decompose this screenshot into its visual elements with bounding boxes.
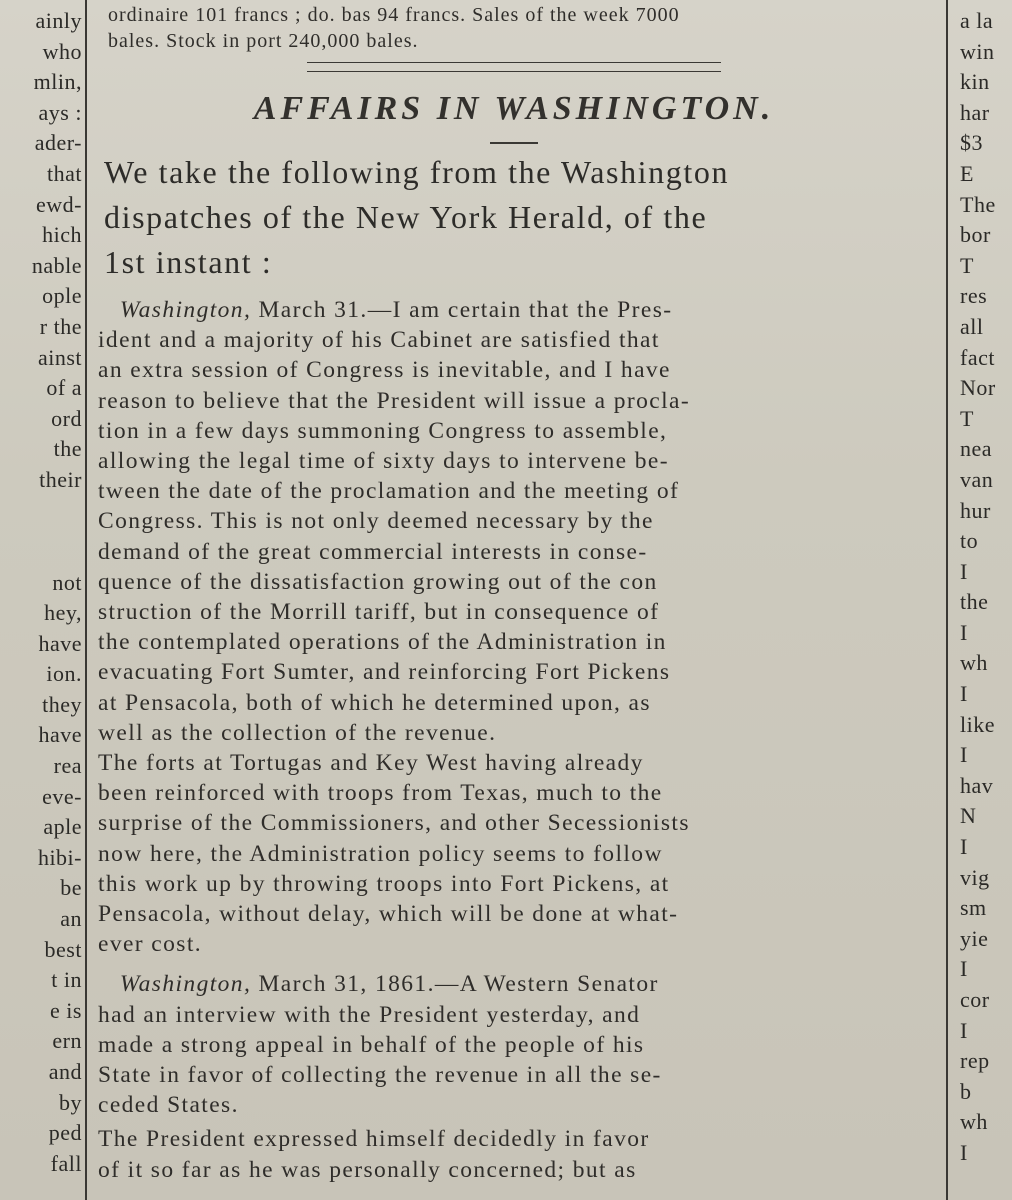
- body-line: evacuating Fort Sumter, and reinforcing Fort Pickens: [98, 659, 671, 686]
- clipped-text-line: by: [59, 1089, 82, 1115]
- clipped-text-line: I: [960, 742, 968, 768]
- paragraph-first-line: [98, 295, 932, 325]
- clipped-text-line: wh: [960, 650, 988, 676]
- paragraph-1: [98, 325, 932, 748]
- dateline-place: Washington,: [119, 297, 252, 323]
- clipped-text-line: aple: [43, 814, 82, 840]
- clipped-text-line: b: [960, 1078, 972, 1104]
- body-line: the contemplated operations of the Administration in: [98, 629, 667, 656]
- clipped-text-line: nea: [960, 436, 993, 462]
- clipped-text-line: wh: [960, 1109, 988, 1135]
- clipped-text-line: win: [960, 38, 995, 64]
- clipped-text-line: of a: [46, 375, 82, 401]
- clipped-text-line: cor: [960, 987, 990, 1012]
- clipped-text-line: mlin,: [33, 69, 82, 95]
- clipped-text-line: ainst: [37, 344, 82, 370]
- clipped-text-line: E: [960, 160, 974, 186]
- clipped-text-line: the: [53, 436, 82, 462]
- body-line: well as the collection of the revenue.: [98, 719, 497, 746]
- clipped-text-line: that: [47, 160, 82, 186]
- headline-rule: [490, 142, 538, 144]
- clipped-text-line: $3: [960, 130, 983, 156]
- clipped-text-line: rep: [960, 1048, 990, 1074]
- clipped-text-line: hur: [960, 497, 991, 523]
- right-column-rule: [946, 0, 948, 1200]
- clipped-text-line: van: [960, 466, 994, 492]
- clipped-text-line: they: [42, 691, 82, 717]
- clipped-text-line: ainly: [35, 8, 82, 33]
- clipped-text-line: kin: [960, 69, 990, 95]
- body-line: an extra session of Congress is inevitable, and I have: [98, 357, 671, 384]
- article-column: [96, 0, 932, 1185]
- body-line: ever cost.: [98, 931, 203, 958]
- clipped-text-line: T: [960, 405, 974, 431]
- paragraph-4: [98, 1124, 932, 1184]
- clipped-text-line: ion.: [46, 661, 82, 687]
- clipped-text-line: have: [38, 630, 82, 656]
- clipped-text-line: ped: [48, 1120, 82, 1146]
- clipped-text-line: sm: [960, 895, 987, 921]
- clipped-text-line: res: [960, 283, 988, 309]
- clipped-text-line: N: [960, 803, 977, 829]
- body-line: had an interview with the President yesterday, and: [98, 1001, 641, 1028]
- text-line: bales. Stock in port 240,000 bales.: [108, 30, 419, 52]
- body-line: Pensacola, without delay, which will be done at what-: [98, 901, 679, 928]
- clipped-text-line: an: [60, 906, 82, 932]
- body-line: this work up by throwing troops into Fort Pickens, at: [98, 870, 670, 897]
- body-line: reason to believe that the President will issue a procla-: [98, 387, 691, 414]
- article-intro: [96, 150, 932, 285]
- clipped-text-line: a la: [960, 8, 994, 33]
- body-line: quence of the dissatisfaction growing out of the con: [98, 568, 658, 595]
- body-line: surprise of the Commissioners, and other Secessionists: [98, 810, 690, 837]
- clipped-text-line: I: [960, 681, 968, 707]
- clipped-text-line: hey,: [44, 600, 82, 626]
- article-headline: AFFAIRS IN WASHINGTON.: [253, 90, 775, 127]
- clipped-text-line: hich: [42, 222, 82, 248]
- clipped-text-line: ader-: [34, 130, 82, 156]
- intro-line: We take the following from the Washington: [104, 154, 730, 190]
- clipped-text-line: har: [960, 99, 990, 125]
- clipped-text-line: t in: [51, 967, 82, 993]
- clipped-text-line: I: [960, 1139, 968, 1165]
- paragraph-first-line: [98, 969, 932, 999]
- clipped-text-line: their: [39, 466, 82, 492]
- clipped-text-line: be: [60, 875, 82, 901]
- clipped-text-line: fact: [960, 344, 995, 370]
- left-column-rule: [85, 0, 87, 1200]
- body-line: Congress. This is not only deemed necessary by the: [98, 508, 654, 535]
- right-adjacent-column: [960, 6, 1012, 1169]
- clipped-text-line: Nor: [960, 375, 996, 401]
- clipped-text-line: bor: [960, 222, 991, 248]
- body-line: of it so far as he was personally concerned; but as: [98, 1156, 637, 1183]
- clipped-text-line: The: [960, 191, 996, 217]
- paragraph-3: [98, 1000, 932, 1121]
- clipped-text-line: nable: [31, 252, 82, 278]
- clipped-text-line: who: [42, 38, 82, 64]
- clipped-text-line: the: [960, 589, 989, 615]
- clipped-text-line: have: [38, 722, 82, 748]
- body-line: The President expressed himself decidedly in favor: [98, 1126, 650, 1153]
- clipped-text-line: I: [960, 619, 968, 645]
- clipped-text-line: ord: [51, 405, 82, 431]
- article-body: [96, 295, 932, 1185]
- section-divider: [307, 62, 721, 72]
- clipped-text-line: hav: [960, 772, 994, 798]
- clipped-text-line: I: [960, 834, 968, 860]
- clipped-text-line: all: [960, 313, 984, 339]
- body-line: allowing the legal time of sixty days to intervene be-: [98, 448, 669, 475]
- dateline-rest: March 31, 1861.—A Western Senator: [251, 971, 659, 998]
- clipped-text-line: ewd-: [36, 191, 82, 217]
- body-line: tween the date of the proclamation and the meeting of: [98, 478, 680, 505]
- clipped-text-line: ern: [52, 1028, 82, 1054]
- clipped-text-line: to: [960, 528, 979, 554]
- clipped-text-line: e is: [50, 997, 82, 1023]
- clipped-text-line: best: [44, 936, 82, 962]
- clipped-text-line: hibi-: [37, 844, 82, 870]
- clipped-text-line: eve-: [42, 783, 82, 809]
- text-line: ordinaire 101 francs ; do. bas 94 francs. Sales of the week 7000: [108, 4, 680, 26]
- clipped-text-line: I: [960, 1017, 968, 1043]
- dateline-rest: March 31.—I am certain that the Pres-: [251, 297, 673, 323]
- paragraph-2: [98, 748, 932, 959]
- body-line: ceded States.: [98, 1092, 239, 1119]
- clipped-text-line: I: [960, 558, 968, 584]
- clipped-text-line: I: [960, 956, 968, 982]
- body-line: The forts at Tortugas and Key West having already: [98, 750, 644, 777]
- clipped-text-line: vig: [960, 864, 990, 890]
- body-line: been reinforced with troops from Texas, much to the: [98, 780, 663, 807]
- body-line: ident and a majority of his Cabinet are satisfied that: [98, 327, 660, 354]
- dateline-place: Washington,: [119, 971, 252, 998]
- clipped-text-line: yie: [960, 925, 989, 951]
- clipped-text-line: r the: [39, 313, 82, 339]
- clipped-text-line: fall: [50, 1150, 82, 1176]
- body-line: made a strong appeal in behalf of the people of his: [98, 1031, 645, 1058]
- clipped-text-line: and: [48, 1059, 82, 1084]
- intro-line: 1st instant :: [104, 244, 273, 280]
- body-line: at Pensacola, both of which he determined upon, as: [98, 689, 651, 716]
- body-line: tion in a few days summoning Congress to assemble,: [98, 417, 668, 444]
- clipped-text-line: T: [960, 252, 974, 278]
- body-line: demand of the great commercial interests in conse-: [98, 538, 648, 565]
- left-adjacent-column: [0, 6, 82, 1179]
- body-line: struction of the Morrill tariff, but in consequence of: [98, 599, 660, 626]
- clipped-text-line: not: [52, 569, 82, 595]
- clipped-text-line: like: [960, 711, 995, 737]
- clipped-text-line: ople: [42, 283, 82, 309]
- intro-line: dispatches of the New York Herald, of the: [104, 199, 708, 235]
- clipped-text-line: ays :: [38, 99, 82, 125]
- clipped-text-line: rea: [53, 753, 82, 779]
- body-line: State in favor of collecting the revenue in all the se-: [98, 1062, 662, 1089]
- market-report-tail: [96, 0, 932, 54]
- body-line: now here, the Administration policy seems to follow: [98, 840, 663, 867]
